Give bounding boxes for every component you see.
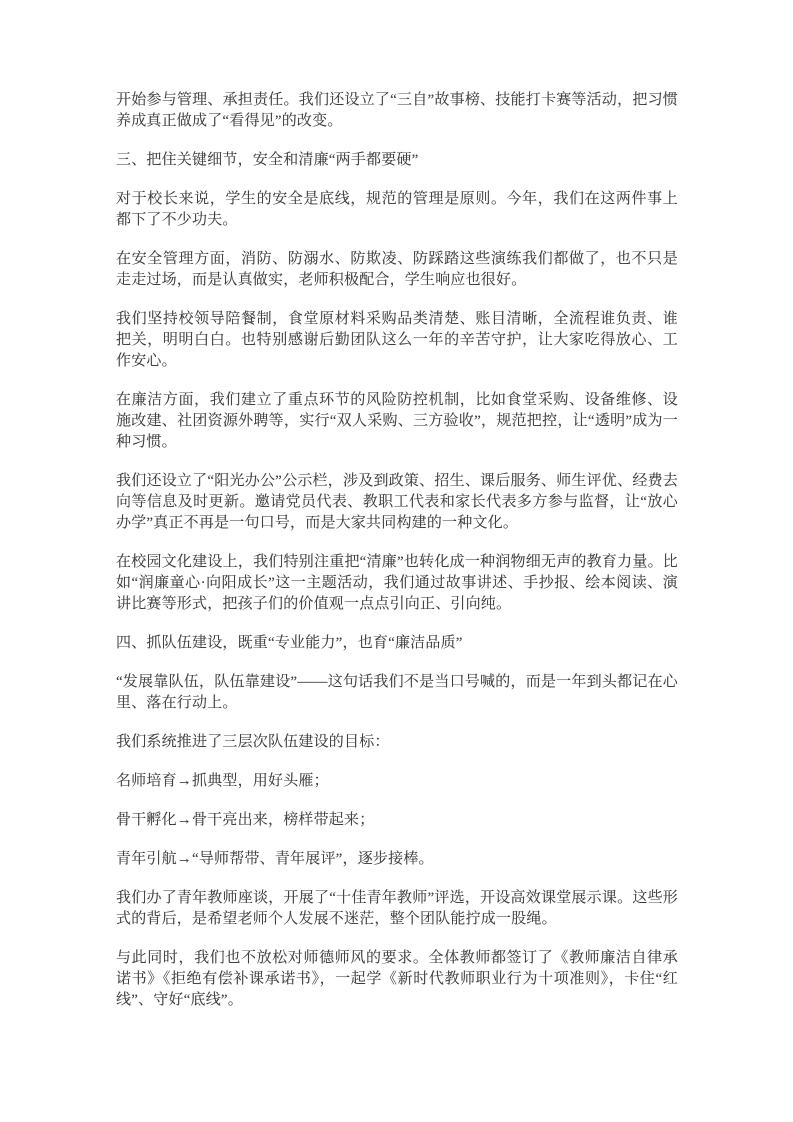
body-paragraph: 我们还设立了“阳光办公”公示栏，涉及到政策、招生、课后服务、师生评优、经费去向等信息及时更新。邀请党员代表、教职工代表和家长代表多方参与监督，让“放心办学”真正不再是一句口号，而是大家共同构建的一种文化。	[116, 473, 678, 531]
document-body	[116, 90, 678, 1011]
body-paragraph: 在安全管理方面，消防、防溺水、防欺凌、防踩踏这些演练我们都做了，也不只是走走过场，而是认真做实，老师积极配合，学生响应也很好。	[116, 251, 678, 288]
body-paragraph: 我们系统推进了三层次队伍建设的目标：	[116, 734, 390, 750]
body-paragraph: 与此同时，我们也不放松对师德师风的要求。全体教师都签订了《教师廉洁自律承诺书》《拒绝有偿补课承诺书》，一起学《新时代教师职业行为十项准则》，卡住“红线”、守好“底线”。	[116, 950, 678, 1008]
body-paragraph: 我们办了青年教师座谈，开展了“十佳青年教师”评选，开设高效课堂展示课。这些形式的背后，是希望老师个人发展不迷茫，整个团队能拧成一股绳。	[116, 890, 678, 927]
body-paragraph: 我们坚持校领导陪餐制，食堂原材料采购品类清楚、账目清晰，全流程谁负责、谁把关，明明白白。也特别感谢后勤团队这么一年的辛苦守护，让大家吃得放心、工作安心。	[116, 311, 678, 369]
body-paragraph: 在廉洁方面，我们建立了重点环节的风险防控机制，比如食堂采购、设备维修、设施改建、社团资源外聘等，实行“双人采购、三方验收”，规范把控，让“透明”成为一种习惯。	[116, 392, 678, 450]
list-line-qingnian: 青年引航→“导师帮带、青年展评”，逐步接棒。	[116, 851, 434, 867]
section-heading-3: 三、把住关键细节，安全和清廉“两手都要硬”	[116, 152, 419, 168]
body-paragraph: 在校园文化建设上，我们特别注重把“清廉”也转化成一种润物细无声的教育力量。比如“润廉童心·向阳成长”这一主题活动，我们通过故事讲述、手抄报、绘本阅读、演讲比赛等形式，把孩子们的价值观一点点引向正、引向纯。	[116, 554, 678, 612]
list-line-gugan: 骨干孵化→骨干亮出来，榜样带起来；	[116, 812, 375, 828]
body-paragraph: 对于校长来说，学生的安全是底线，规范的管理是原则。今年，我们在这两件事上都下了不少功夫。	[116, 191, 678, 228]
list-line-mingshi: 名师培育→抓典型，用好头雁；	[116, 773, 329, 789]
body-paragraph: “发展靠队伍，队伍靠建设”——这句话我们不是当口号喊的，而是一年到头都记在心里、落在行动上。	[116, 674, 678, 711]
section-heading-4: 四、抓队伍建设，既重“专业能力”，也育“廉洁品质”	[116, 635, 463, 651]
body-paragraph: 开始参与管理、承担责任。我们还设立了“三自”故事榜、技能打卡赛等活动，把习惯养成真正做成了“看得见”的改变。	[116, 92, 678, 129]
